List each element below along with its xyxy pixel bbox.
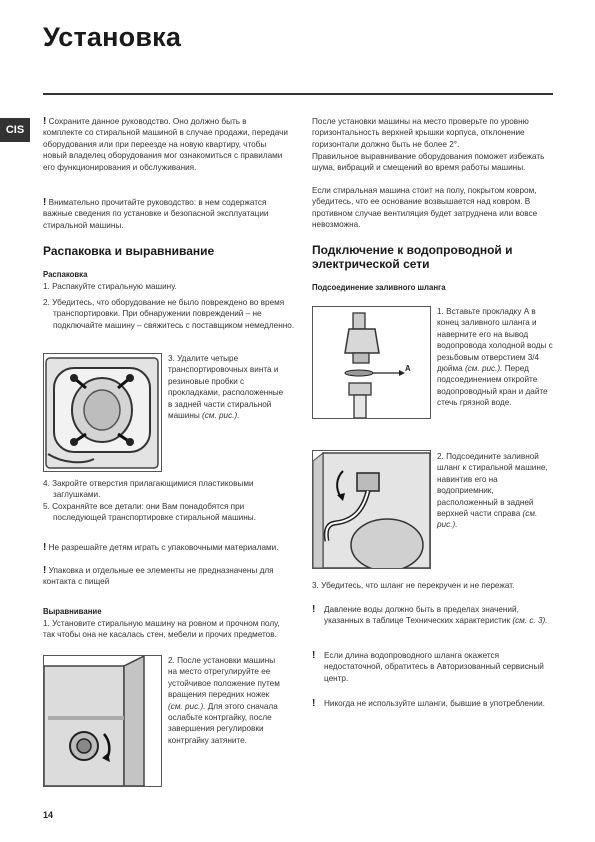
hose-step-1 — [437, 306, 555, 409]
figure-hose-tap — [312, 306, 431, 419]
washer-foot-illustration — [44, 656, 161, 786]
note-keep-manual — [43, 116, 288, 173]
warning-icon: ! — [43, 542, 47, 553]
hose-step-1-figure-ref: (см. рис.). — [464, 364, 503, 374]
section-connection-title: Подключение к водопроводной и электрической сети — [312, 243, 513, 271]
warning-icon: ! — [43, 197, 47, 208]
leveling-check-text: После установки машины на место проверьте по уровню горизонтальность верхней крышки корпуса, отклонение горизонтали должно быть не более 2°. — [312, 117, 529, 149]
hose-step-2 — [437, 451, 555, 531]
step-5: 5. Сохраняйте все детали: они Вам понадобятся при последующей транспортировке стиральной машины. — [43, 502, 256, 523]
step-1: 1. Распакуйте стиральную машину. — [43, 282, 177, 291]
warning-icon: ! — [312, 698, 316, 709]
page-title: Установка — [43, 22, 182, 52]
warning-used-hoses-text: Никогда не используйте шланги, бывшие в употреблении. — [324, 699, 545, 708]
warning-children — [43, 542, 288, 553]
title-divider — [43, 93, 553, 95]
step-3 — [168, 353, 286, 421]
figure-hose-washer — [312, 450, 431, 569]
section-unpacking-title: Распаковка и выравнивание — [43, 244, 215, 258]
warning-pressure-text: Давление воды должно быть в пределах значений, указанных в таблице Технических характеристик — [324, 605, 519, 626]
level-step-2-text: 2. После установки машины на место отрегулируйте ее устойчивое положение путем вращения передних ножек — [168, 656, 280, 700]
gasket-label-a: A — [405, 364, 411, 373]
hose-step-1-tail: Перед подсоединением откройте водопроводный кран и дайте стечь грязной воде. — [437, 364, 548, 408]
level-step-2-figure-ref: (см. рис.). — [168, 701, 206, 711]
warning-hose-length-text: Если длина водопроводного шланга окажется недостаточной, обратитесь в Авторизованный сервисный центр. — [324, 651, 544, 683]
warning-packaging — [43, 565, 288, 588]
page-number: 14 — [43, 810, 54, 820]
level-step-1: 1. Установите стиральную машину на ровном и прочном полу, так чтобы она не касалась стен, мебели и прочих предметов. — [43, 619, 280, 640]
language-tab: CIS — [0, 118, 30, 142]
warning-icon: ! — [312, 604, 316, 615]
level-step-2-tail: Для этого сначала ослабьте контргайку, после завершения регулировки контргайку затяните. — [168, 701, 278, 745]
step-2: 2. Убедитесь, что оборудование не было повреждено во время транспортировки. При обнаружении повреждений – не подключайте машину – свяжитесь с поставщиком немедленно. — [43, 298, 295, 330]
carpet-note-text: Если стиральная машина стоит на полу, покрытом ковром, убедитесь, что ее основание возвышается над ковром. В противном случае вентиляция будет затруднена или вовсе невозможна. — [312, 186, 538, 230]
figure-leveling-foot — [43, 655, 162, 787]
step-4: 4. Закройте отверстия прилагающимися пластиковыми заглушками. — [43, 479, 254, 500]
inlet-hose-subtitle: Подсоединение заливного шланга — [312, 283, 446, 292]
warning-pressure-ref: (см. с. 3). — [512, 616, 548, 626]
warning-icon: ! — [312, 650, 316, 661]
note-keep-manual-text: Сохраните данное руководство. Оно должно быть в комплекте со стиральной машиной в случае продажи, передачи оборудования или при переезде на новую квартиру, чтобы новый владелец оборудования мог ознакомиться с правилами его функционирования и обслуживания. — [43, 117, 288, 172]
tap-hose-illustration — [313, 307, 430, 418]
leveling-benefit-text: Правильное выравнивание оборудования поможет избежать шума, вибраций и смещений во время работы машины. — [312, 152, 545, 173]
washer-back-illustration — [44, 354, 161, 471]
washer-inlet-illustration — [313, 451, 430, 568]
warning-used-hoses — [312, 698, 557, 709]
warning-icon: ! — [43, 565, 47, 576]
step-3-figure-ref: (см. рис.). — [202, 411, 240, 421]
note-read-manual-text: Внимательно прочитайте руководство: в нем содержатся важные сведения по установке и безопасной эксплуатации стиральной машины. — [43, 198, 269, 230]
hose-step-3: 3. Убедитесь, что шланг не перекручен и не пережат. — [312, 581, 515, 590]
figure-transport-screws — [43, 353, 162, 472]
warning-pressure — [312, 604, 557, 627]
warning-packaging-text: Упаковка и отдельные ее элементы не предназначены для контакта с пищей — [43, 566, 274, 587]
level-step-2 — [168, 655, 286, 746]
step-3-text: 3. Удалите четыре транспортировочных винта и резиновые пробки с прокладками, расположенные в задней части стиральной машины — [168, 354, 284, 421]
hose-step-1-text: 1. Вставьте прокладку А в конец заливного шланга и наверните его на вывод водопровода холодной воды с резьбовым отверстием 3/4 дюйма — [437, 307, 553, 374]
warning-pressure-content — [324, 604, 557, 627]
leveling-subtitle: Выравнивание — [43, 607, 102, 616]
note-read-manual — [43, 197, 288, 231]
unpacking-subtitle: Распаковка — [43, 270, 88, 279]
hose-step-2-figure-ref: (см. рис.). — [437, 509, 538, 530]
warning-hose-length — [312, 650, 557, 684]
warning-icon: ! — [43, 116, 47, 127]
warning-children-text: Не разрешайте детям играть с упаковочными материалами. — [48, 543, 279, 552]
hose-step-2-text: 2. Подсоедините заливной шланг к стиральной машине, навинтив его на водоприемник, расположенный в задней верхней части справа — [437, 452, 548, 519]
